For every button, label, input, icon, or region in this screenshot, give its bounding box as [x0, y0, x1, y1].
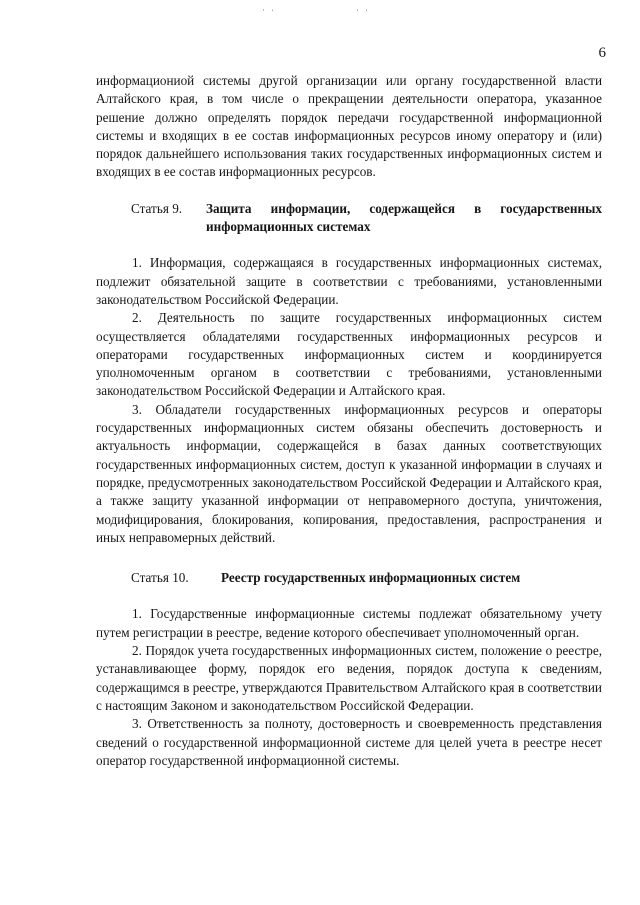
article-9-paragraph: 1. Информация, содержащаяся в государственных информационных системах, подлежит обязательной защите в соответствии с требованиями, установленными законодательством Российской Федерации.: [96, 255, 602, 307]
scan-speck: ˙ ˈ: [262, 8, 277, 18]
scan-speck: ˈ ˈ: [356, 8, 371, 18]
article-10-heading: [96, 569, 602, 587]
article-10-number: Статья 10.: [131, 570, 189, 586]
article-10-title: Реестр государственных информационных систем: [221, 570, 521, 586]
document-body: [96, 72, 602, 770]
intro-paragraph: информациониой системы другой организации или органу государственной власти Алтайского края, в том числе о прекращении деятельности оператора, указанное решение должно определять порядок передачи государственной информационной системы и входящих в ее состав информационных ресурсов иному оператору и (или) порядок дальнейшего использования таких государственных информационных систем и входящих в ее состав информационных ресурсов.: [96, 73, 602, 180]
article-9-paragraph: 3. Обладатели государственных информационных ресурсов и операторы государственных информационных систем обязаны обеспечить достоверность и актуальность информации, содержащейся в базах данных соответствующих государственных информационных систем, доступ к указанной информации в случаях и порядке, предусмотренных законодательством Российской Федерации и Алтайского края, а также защиту указанной информации от неправомерного доступа, уничтожения, модифицирования, блокирования, копирования, предоставления, распространения и иных неправомерных действий.: [96, 401, 602, 545]
article-9-title: Защита информации, содержащейся в государственных информационных системах: [206, 200, 602, 235]
article-10-paragraph: 1. Государственные информационные системы подлежат обязательному учету путем регистрации в реестре, ведение которого обеспечивает уполномоченный орган.: [96, 606, 602, 640]
article-10-paragraph: 3. Ответственность за полноту, достоверность и своевременность представления сведений о государственной информационной системе для целей учета в реестре несет оператор государственной информационной системы.: [96, 716, 602, 768]
article-10-paragraph: 2. Порядок учета государственных информационных систем, положение о реестре, устанавливающее форму, порядок его ведения, порядок доступа к сведениям, содержащимся в реестре, утверждаются Правительством Алтайского края в соответствии с настоящим Законом и законодательством Российской Федерации.: [96, 643, 602, 713]
article-9-number: Статья 9.: [131, 200, 183, 216]
page-number: 6: [598, 45, 606, 61]
article-9-paragraph: 2. Деятельность по защите государственных информационных систем осуществляется обладателями государственных информационных ресурсов и операторами государственных информационных систем и координируется уполномоченным органом в соответствии с требованиями, установленными законодательством Российской Федерации и Алтайского края.: [96, 310, 602, 399]
article-9-heading: [96, 200, 602, 237]
